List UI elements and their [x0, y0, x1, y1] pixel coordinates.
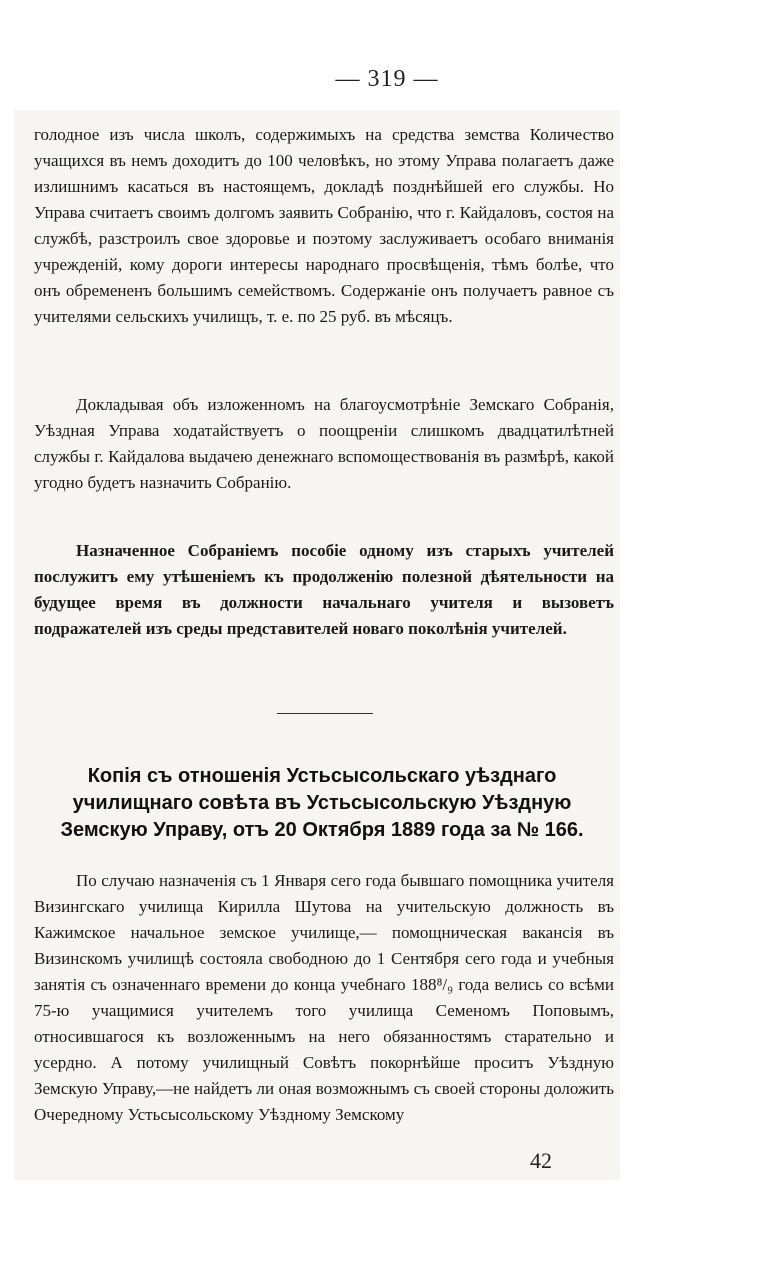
paragraph-text: голодное изъ числа школъ, содержимыхъ на средства земства Количество учащихся въ немъ доходитъ до 100 человѣкъ, но этому Управа полагаетъ даже излишнимъ касаться въ настоящемъ, докладѣ позднѣйшей его службы. Но Управа считаетъ своимъ долгомъ заявить Собранію, что г. Кайдаловъ, состоя на службѣ, разстроилъ свое здоровье и поэтому заслуживаетъ особаго вниманія учрежденій, кому дороги интересы народнаго просвѣщенія, тѣмъ болѣе, что онъ обремененъ большимъ семействомъ. Содержаніе онъ получаетъ равное съ учителями сельскихъ училищъ, т. е. по 25 руб. въ мѣсяцъ. — [34, 125, 614, 326]
paragraph-bold-note — [34, 538, 614, 642]
page-number: — 319 — — [335, 66, 439, 92]
paragraph-letter — [34, 868, 614, 1128]
sheet-number: 42 — [530, 1148, 552, 1173]
paragraph-petition — [34, 392, 614, 496]
paragraph-text: По случаю назначенія съ 1 Января сего года бывшаго помощника учителя Визингскаго училища Кирилла Шутова на учительскую должность въ Кажимское начальное земское училище,— помощническая вакансія въ Визинскомъ училищѣ состояла свободною до 1 Сентября сего года и учебныя занятія съ означеннаго времени до конца учебнаго 188⁸/₉ года велись со всѣми 75-ю учащимися учителемъ того училища Семеномъ Поповымъ, относившагося къ возложеннымъ на него обязанностямъ старательно и усердно. А потому училищный Совѣтъ покорнѣйше проситъ Уѣздную Земскую Управу,—не найдетъ ли оная возможнымъ съ своей стороны доложить Очередному Устьсысольскому Уѣздному Земскому — [34, 871, 614, 1124]
paragraph-text: Назначенное Собраніемъ пособіе одному изъ старыхъ учителей послужитъ ему утѣшеніемъ къ продолженію полезной дѣятельности на будущее время въ должности начальнаго учителя и вызоветъ подражателей изъ среды представителей новаго поколѣнія учителей. — [34, 541, 614, 638]
paragraph-continued — [34, 122, 614, 330]
document-heading: Копія съ отношенія Устьсысольскаго уѣзднаго училищнаго совѣта въ Устьсысольскую Уѣздную Земскую Управу, отъ 20 Октября 1889 года за № 166. — [60, 765, 584, 841]
section-divider — [277, 713, 373, 714]
paragraph-text: Докладывая объ изложенномъ на благоусмотрѣніе Земскаго Собранія, Уѣздная Управа ходатайствуетъ о поощреніи слишкомъ двадцатилѣтней службы г. Кайдалова выдачею денежнаго вспомоществованія въ размѣрѣ, какой угодно будетъ назначить Собранію. — [34, 395, 614, 492]
